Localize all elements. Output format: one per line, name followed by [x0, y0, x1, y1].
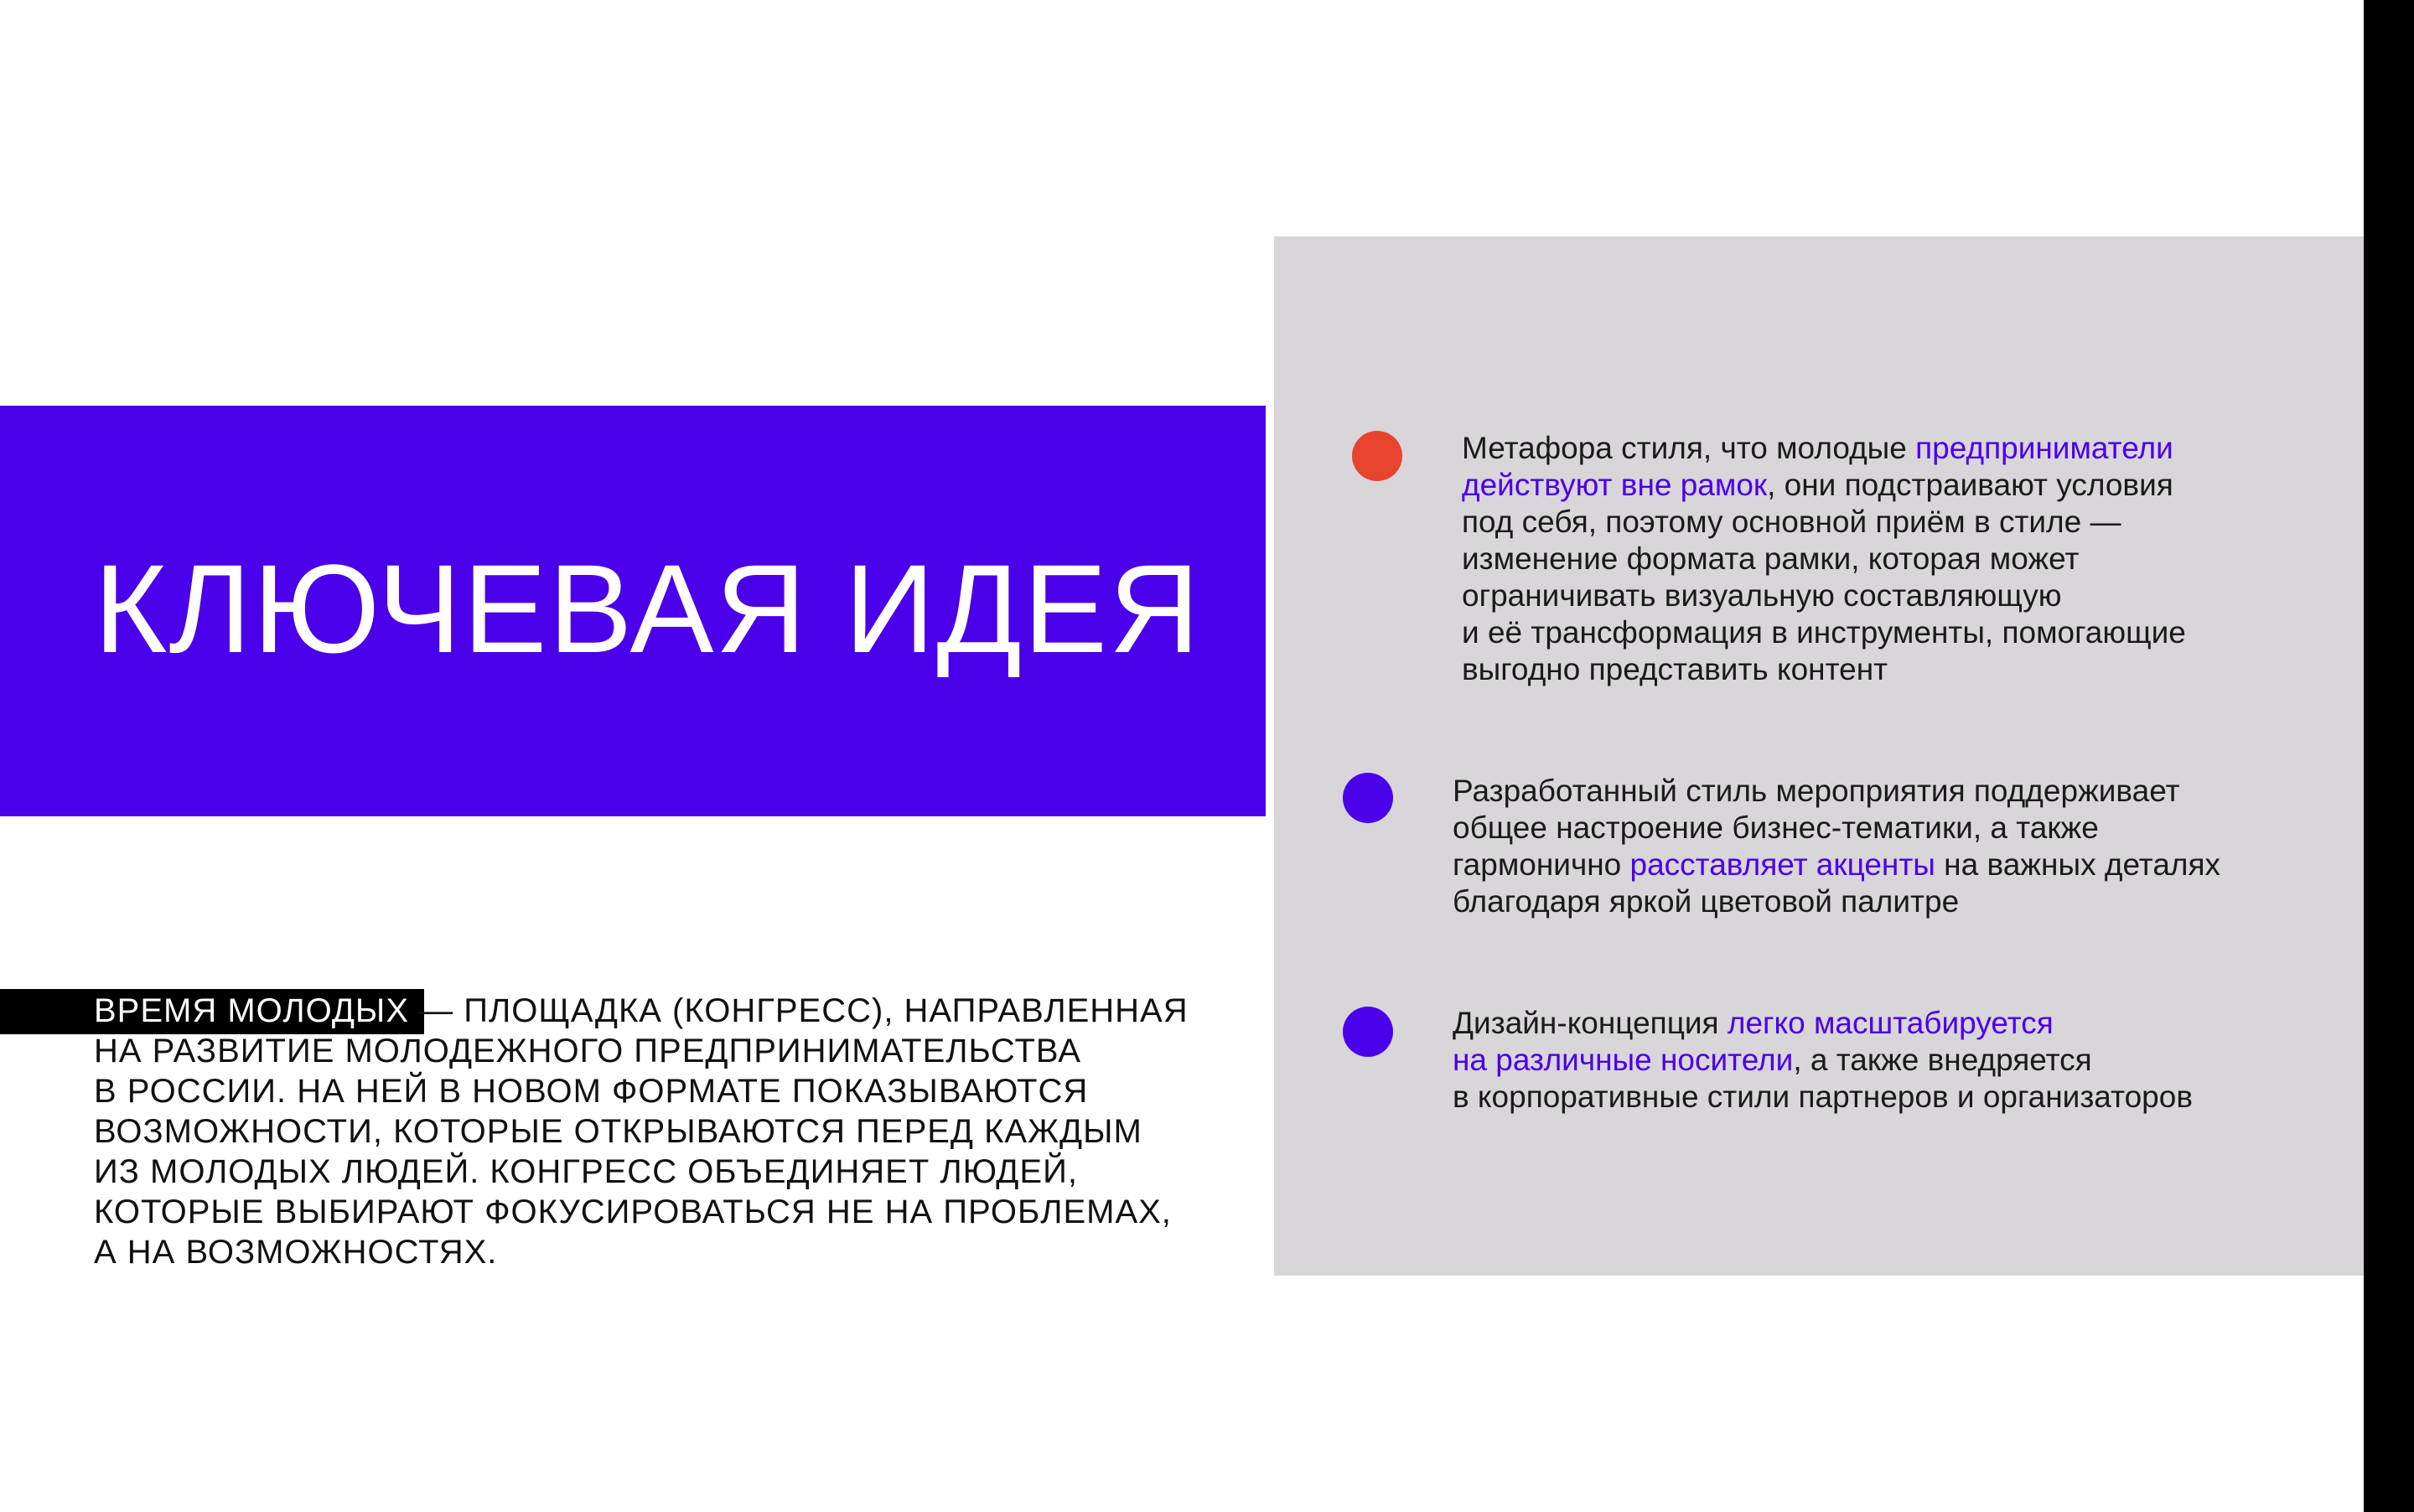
intro-line-4: ВОЗМОЖНОСТИ, КОТОРЫЕ ОТКРЫВАЮТСЯ ПЕРЕД КАЖДЫМ [94, 1113, 1142, 1150]
slide-title: КЛЮЧЕВАЯ ИДЕЯ [94, 538, 1202, 679]
point-1-text [1462, 430, 2186, 688]
intro-line-7: А НА ВОЗМОЖНОСТЯХ. [94, 1234, 498, 1271]
point-2-line-1: Разработанный стиль мероприятия поддерживает [1453, 774, 2180, 808]
point-3-accent-2: на различные носители [1453, 1043, 1794, 1077]
intro-line-5: ИЗ МОЛОДЫХ ЛЮДЕЙ. КОНГРЕСС ОБЪЕДИНЯЕТ ЛЮДЕЙ, [94, 1153, 1078, 1190]
point-3-text [1453, 1005, 2193, 1116]
point-1-line-6: и её трансформация в инструменты, помогающие [1462, 615, 2186, 650]
point-1-line-7: выгодно представить контент [1462, 652, 1888, 686]
point-3-line-3: в корпоративные стили партнеров и организаторов [1453, 1080, 2193, 1114]
point-1-line-5: ограничивать визуальную составляющую [1462, 578, 2062, 613]
point-1-accent-2: действуют вне рамок [1462, 468, 1768, 502]
point-3-accent: легко масштабируется [1727, 1006, 2054, 1040]
point-1-text-part-2: , они подстраивают условия [1767, 468, 2173, 502]
intro-line-2: НА РАЗВИТИЕ МОЛОДЕЖНОГО ПРЕДПРИНИМАТЕЛЬСТВА [94, 1033, 1081, 1069]
point-2-text-part: гармонично [1453, 847, 1630, 882]
key-points-panel [1274, 236, 2364, 1276]
point-3-text-part: Дизайн-концепция [1453, 1006, 1728, 1040]
point-2-text-part-2: на важных деталях [1935, 847, 2221, 882]
purple-bullet-icon [1343, 773, 1393, 823]
intro-text [94, 991, 1251, 1272]
point-1-line-4: изменение формата рамки, которая может [1462, 541, 2080, 576]
red-bullet-icon [1352, 431, 1402, 481]
point-2-line-2: общее настроение бизнес-тематики, а также [1453, 810, 2099, 845]
point-1-line-3: под себя, поэтому основной приём в стиле — [1462, 505, 2121, 539]
point-2-line-4: благодаря яркой цветовой палитре [1453, 884, 1960, 919]
purple-bullet-icon [1343, 1007, 1393, 1057]
intro-line-6: КОТОРЫЕ ВЫБИРАЮТ ФОКУСИРОВАТЬСЯ НЕ НА ПРОБЛЕМАХ, [94, 1194, 1172, 1230]
intro-highlight: ВРЕМЯ МОЛОДЫХ [94, 992, 410, 1029]
intro-line-3: В РОССИИ. НА НЕЙ В НОВОМ ФОРМАТЕ ПОКАЗЫВАЮТСЯ [94, 1073, 1089, 1110]
intro-line-1: — ПЛОЩАДКА (КОНГРЕСС), НАПРАВЛЕННАЯ [409, 992, 1189, 1029]
point-2-text [1453, 773, 2220, 920]
point-3-text-part-2: , а также внедряется [1793, 1043, 2092, 1077]
right-edge-bar [2364, 0, 2414, 1512]
point-2-accent: расставляет акценты [1629, 847, 1935, 882]
point-1-accent: предприниматели [1915, 431, 2173, 465]
point-1-text-part: Метафора стиля, что молодые [1462, 431, 1916, 465]
